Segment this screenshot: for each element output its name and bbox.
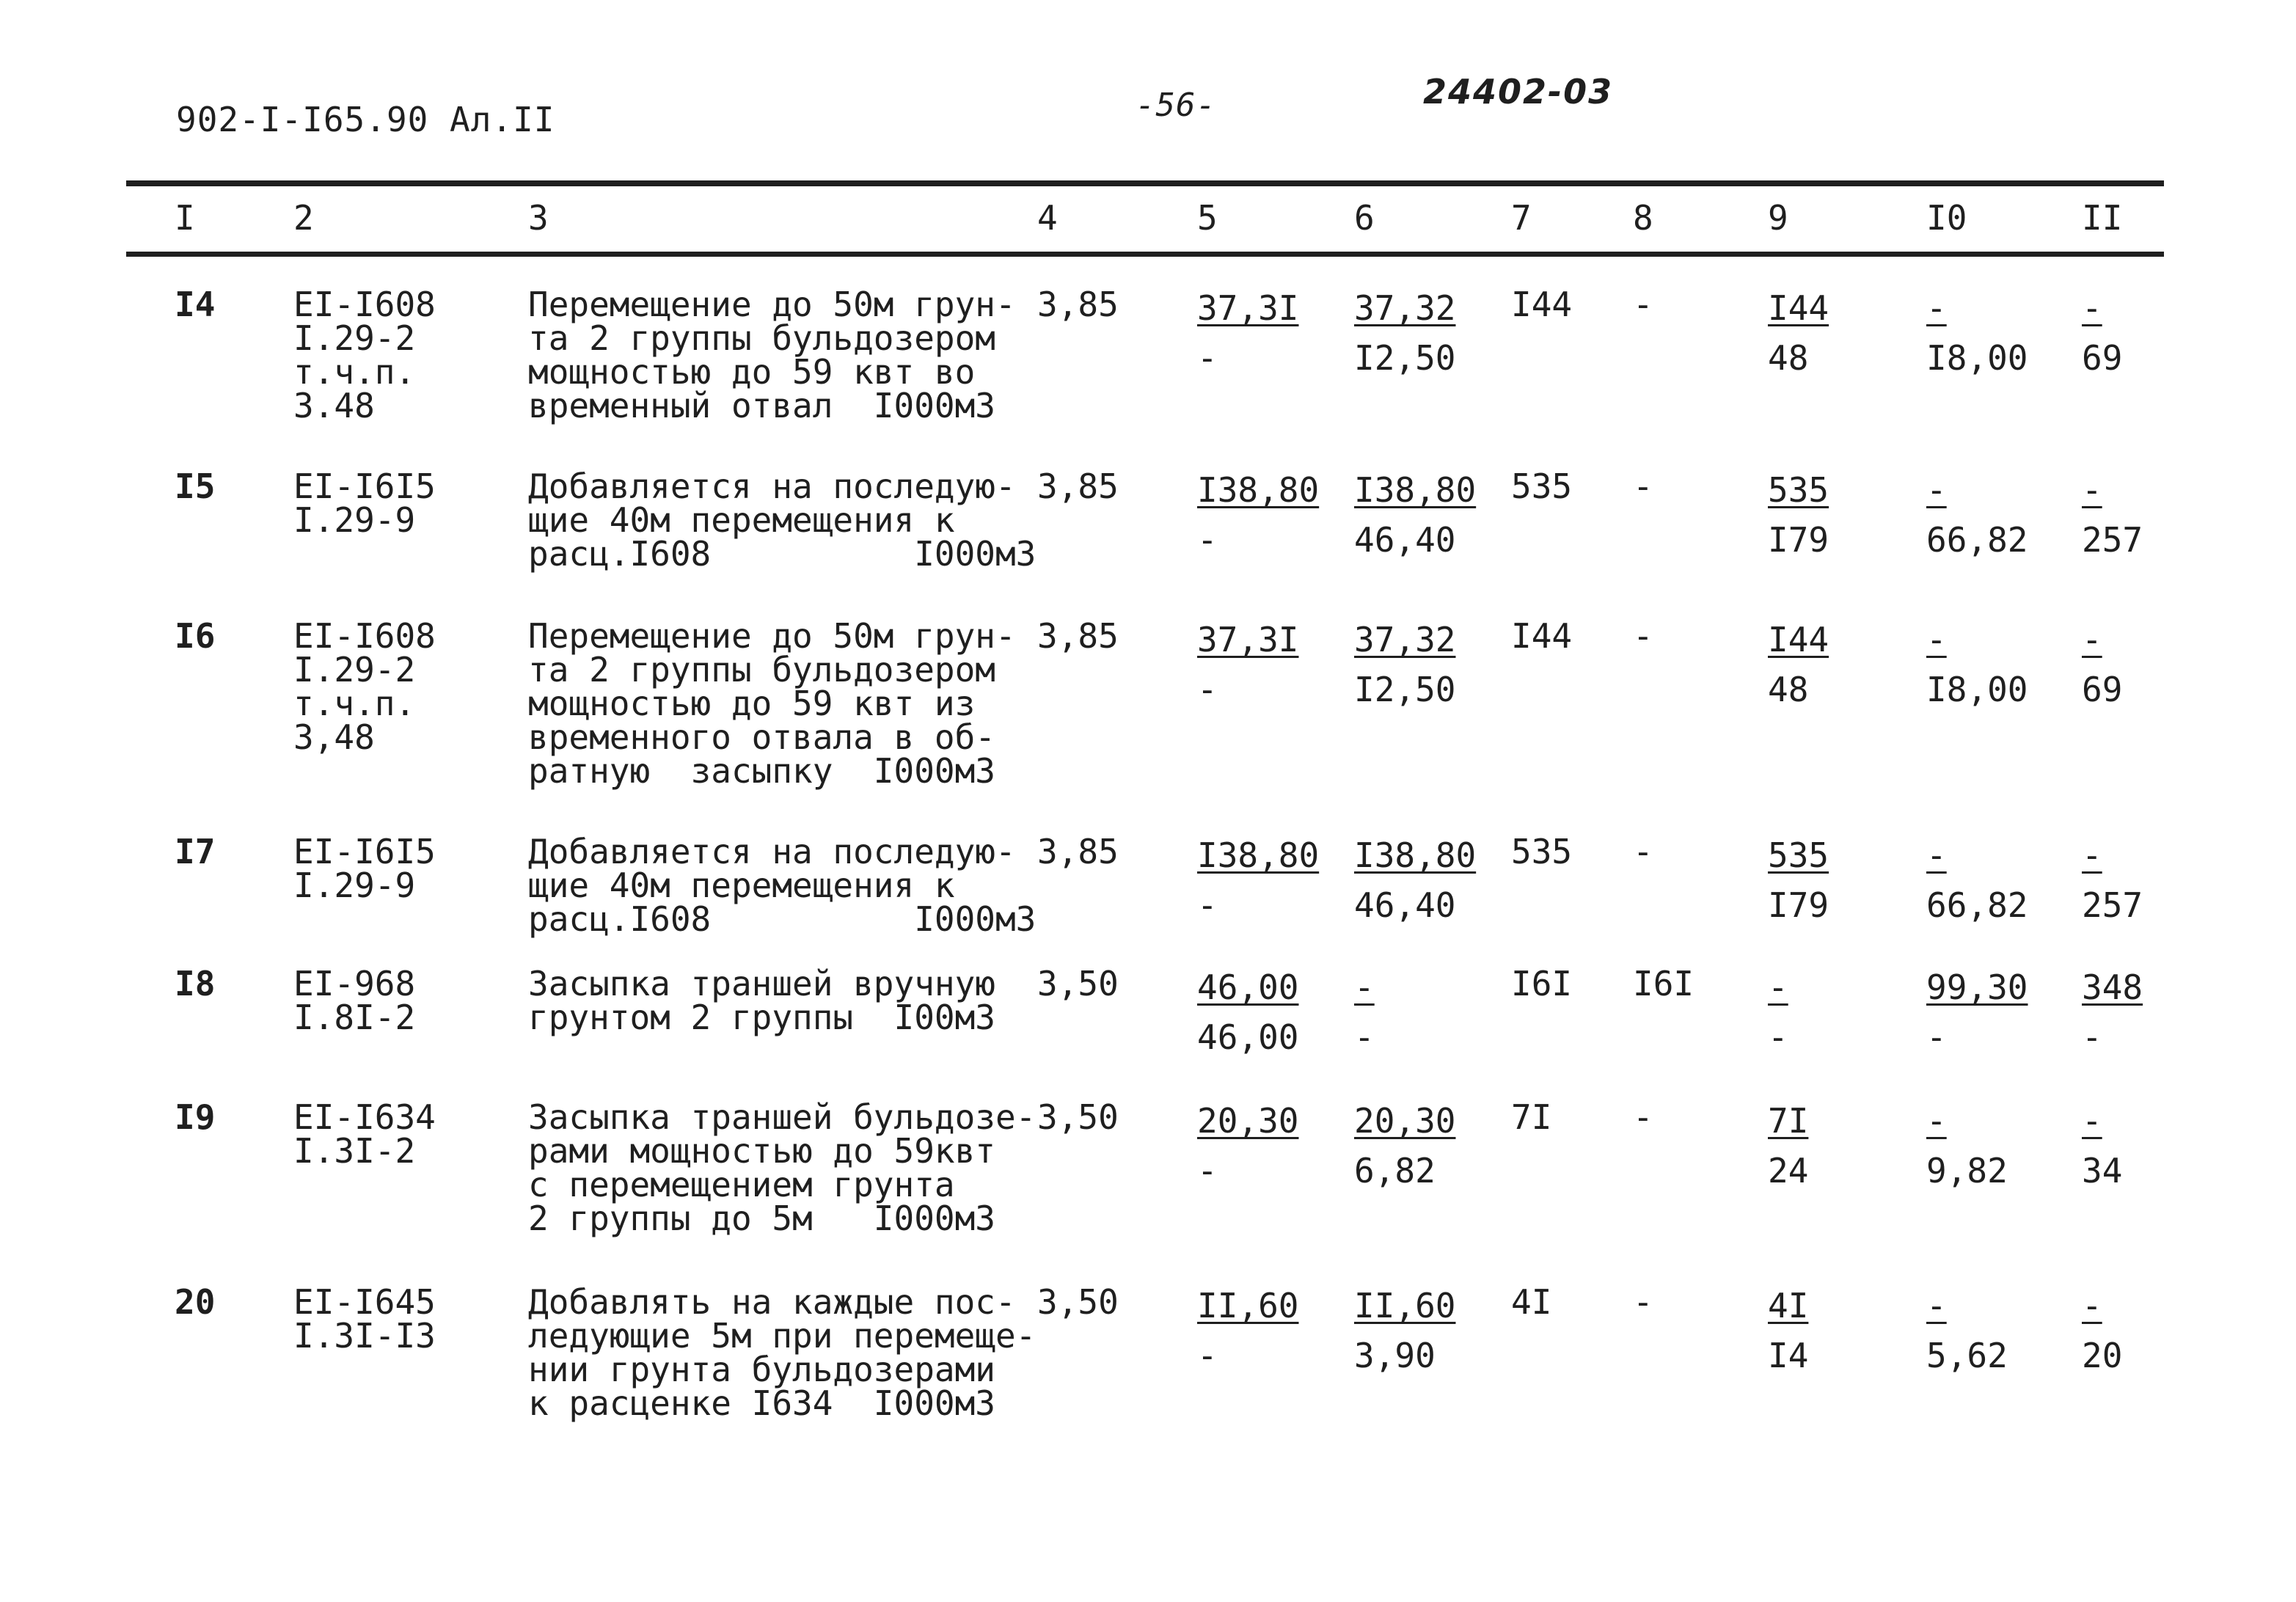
column-header-2: 2 [293,198,314,238]
col11-value-denominator: 20 [2082,1336,2123,1375]
col8-value: - [1633,1282,1653,1322]
rate-code: ЕI-I645 I.3I-I3 [293,1282,436,1356]
col5-value-numerator: 46,00 [1197,968,1299,1007]
work-description: Перемещение до 50м грун- та 2 группы бульдозером мощностью до 59 квт из временного отвала в об- ратную засыпку I000м3 [528,616,1016,791]
col9-value [1768,967,1788,1058]
col8-value: - [1633,616,1653,656]
col11-value-denominator: 69 [2082,338,2123,378]
row-number: 20 [175,1282,216,1322]
work-description: Добавляется на последую- щие 40м перемещения к расц.I608 I000м3 [528,832,1037,939]
row-number: I6 [175,616,216,656]
rate-code: ЕI-I634 I.3I-2 [293,1097,436,1171]
col5-value-denominator: 46,00 [1197,1017,1299,1057]
col6-value-denominator: 3,90 [1354,1336,1436,1375]
work-description: Засыпка траншей вручную грунтом 2 группы I00м3 [528,964,995,1037]
col11-value-numerator: 348 [2082,968,2143,1007]
col10-value-numerator: - [1926,620,1947,659]
col6-value-numerator: II,60 [1354,1286,1456,1325]
column-header-9: 9 [1768,198,1788,238]
rate-code: ЕI-968 I.8I-2 [293,964,416,1037]
col10-value-denominator: 66,82 [1926,520,2028,560]
col9-value-denominator: - [1768,1017,1788,1057]
col11-value-numerator: - [2082,288,2102,328]
col9-value-numerator: 535 [1768,470,1829,510]
col5-value [1197,469,1319,560]
col6-value-denominator: I2,50 [1354,338,1456,378]
col10-value-denominator: I8,00 [1926,670,2028,709]
col6-value [1354,469,1476,560]
col6-value-numerator: I38,80 [1354,470,1477,510]
rate-code: ЕI-I6I5 I.29-9 [293,467,436,540]
col10-value [1926,835,2028,926]
col10-value-numerator: 99,30 [1926,968,2028,1007]
col10-value-denominator: 66,82 [1926,885,2028,925]
col7-value: 7I [1511,1097,1552,1137]
coefficient: 3,85 [1037,616,1119,656]
col6-value [1354,619,1455,710]
column-header-7: 7 [1511,198,1532,238]
col5-value [1197,967,1298,1058]
row-number: I7 [175,832,216,871]
row-number: I8 [175,964,216,1003]
col8-value: - [1633,832,1653,871]
col11-value-denominator: 69 [2082,670,2123,709]
col11-value-numerator: - [2082,1101,2102,1141]
col5-value-numerator: 37,3I [1197,620,1299,659]
col9-value [1768,835,1829,926]
top-rule [126,180,2164,186]
coefficient: 3,85 [1037,832,1119,871]
col10-value [1926,288,2028,378]
col6-value-numerator: 20,30 [1354,1101,1456,1141]
col11-value [2082,835,2143,926]
col9-value-denominator: I79 [1768,520,1829,560]
column-header-10: I0 [1926,198,1967,238]
col6-value-denominator: 6,82 [1354,1151,1436,1190]
col9-value-denominator: 24 [1768,1151,1809,1190]
col6-value [1354,1100,1455,1191]
col10-value [1926,1100,2008,1191]
col6-value-numerator: I38,80 [1354,835,1477,875]
col5-value [1197,619,1298,710]
col10-value-denominator: I8,00 [1926,338,2028,378]
work-description: Добавляется на последую- щие 40м перемещения к расц.I608 I000м3 [528,467,1037,574]
col5-value-denominator: - [1197,1336,1218,1375]
col9-value-numerator: 535 [1768,835,1829,875]
work-description: Перемещение до 50м грун- та 2 группы бульдозером мощностью до 59 квт во временный отвал I000м3 [528,285,1016,425]
rate-code: ЕI-I608 I.29-2 т.ч.п. 3.48 [293,285,436,425]
coefficient: 3,85 [1037,467,1119,506]
column-header-4: 4 [1037,198,1058,238]
col9-value-numerator: I44 [1768,620,1829,659]
col11-value [2082,469,2143,560]
rate-code: ЕI-I608 I.29-2 т.ч.п. 3,48 [293,616,436,757]
work-description: Засыпка траншей бульдозе- рами мощностью до 59квт с перемещением грунта 2 группы до 5м I000м3 [528,1097,1037,1238]
column-header-8: 8 [1633,198,1653,238]
col8-value: I6I [1633,964,1694,1003]
col6-value-numerator: - [1354,968,1375,1007]
row-number: I9 [175,1097,216,1137]
col5-value-numerator: II,60 [1197,1286,1299,1325]
column-header-3: 3 [528,198,549,238]
col5-value-numerator: 37,3I [1197,288,1299,328]
col10-value [1926,469,2028,560]
col5-value-numerator: 20,30 [1197,1101,1299,1141]
col10-value-numerator: - [1926,1286,1947,1325]
col6-value-denominator: 46,40 [1354,520,1456,560]
column-header-5: 5 [1197,198,1218,238]
col6-value-denominator: - [1354,1017,1375,1057]
col11-value [2082,619,2122,710]
col5-value [1197,1285,1298,1376]
col6-value-numerator: 37,32 [1354,288,1456,328]
document-code: 902-I-I65.90 Ал.II [176,100,555,139]
col5-value-numerator: I38,80 [1197,835,1320,875]
col5-value [1197,1100,1298,1191]
col10-value-numerator: - [1926,470,1947,510]
row-number: I5 [175,467,216,506]
col11-value-numerator: - [2082,470,2102,510]
page-number: -56- [1136,87,1216,124]
col9-value [1768,288,1829,378]
rate-code: ЕI-I6I5 I.29-9 [293,832,436,905]
col5-value-denominator: - [1197,338,1218,378]
col7-value: 535 [1511,832,1573,871]
col5-value-numerator: I38,80 [1197,470,1320,510]
col11-value-denominator: - [2082,1017,2102,1057]
col10-value-numerator: - [1926,1101,1947,1141]
col11-value-denominator: 257 [2082,885,2143,925]
col11-value-numerator: - [2082,1286,2102,1325]
col6-value [1354,835,1476,926]
col9-value [1768,469,1829,560]
col9-value-numerator: 7I [1768,1101,1809,1141]
col6-value-numerator: 37,32 [1354,620,1456,659]
col8-value: - [1633,1097,1653,1137]
col9-value [1768,1100,1808,1191]
col8-value: - [1633,467,1653,506]
col11-value-numerator: - [2082,620,2102,659]
col6-value-denominator: 46,40 [1354,885,1456,925]
handwritten-reference: 24402-03 [1423,72,1614,111]
header-rule [126,252,2164,257]
col11-value [2082,967,2143,1058]
col8-value: - [1633,285,1653,324]
col6-value [1354,288,1455,378]
col10-value-numerator: - [1926,288,1947,328]
col5-value [1197,288,1298,378]
col10-value-denominator: 9,82 [1926,1151,2008,1190]
col5-value-denominator: - [1197,670,1218,709]
col7-value: I44 [1511,616,1573,656]
col9-value-numerator: 4I [1768,1286,1809,1325]
col11-value-denominator: 257 [2082,520,2143,560]
col10-value [1926,967,2028,1058]
column-header-6: 6 [1354,198,1375,238]
coefficient: 3,85 [1037,285,1119,324]
col10-value-denominator: - [1926,1017,1947,1057]
col7-value: I6I [1511,964,1573,1003]
col5-value-denominator: - [1197,885,1218,925]
coefficient: 3,50 [1037,1097,1119,1137]
col7-value: 535 [1511,467,1573,506]
coefficient: 3,50 [1037,964,1119,1003]
work-description: Добавлять на каждые пос- ледующие 5м при перемеще- нии грунта бульдозерами к расценке I634 I000м3 [528,1282,1037,1423]
col9-value-denominator: 48 [1768,670,1809,709]
coefficient: 3,50 [1037,1282,1119,1322]
col9-value-denominator: I79 [1768,885,1829,925]
col7-value: 4I [1511,1282,1552,1322]
col10-value [1926,619,2028,710]
col9-value-numerator: I44 [1768,288,1829,328]
col9-value [1768,619,1829,710]
col7-value: I44 [1511,285,1573,324]
col5-value-denominator: - [1197,1151,1218,1190]
col11-value [2082,1285,2122,1376]
col10-value-denominator: 5,62 [1926,1336,2008,1375]
col6-value [1354,967,1375,1058]
col5-value-denominator: - [1197,520,1218,560]
col11-value-denominator: 34 [2082,1151,2123,1190]
col11-value [2082,288,2122,378]
col11-value [2082,1100,2122,1191]
col5-value [1197,835,1319,926]
row-number: I4 [175,285,216,324]
col6-value [1354,1285,1455,1376]
col6-value-denominator: I2,50 [1354,670,1456,709]
col9-value [1768,1285,1808,1376]
col10-value [1926,1285,2008,1376]
col10-value-numerator: - [1926,835,1947,875]
col9-value-denominator: I4 [1768,1336,1809,1375]
col9-value-denominator: 48 [1768,338,1809,378]
column-header-1: I [175,198,195,238]
col9-value-numerator: - [1768,968,1788,1007]
col11-value-numerator: - [2082,835,2102,875]
column-header-11: II [2082,198,2123,238]
